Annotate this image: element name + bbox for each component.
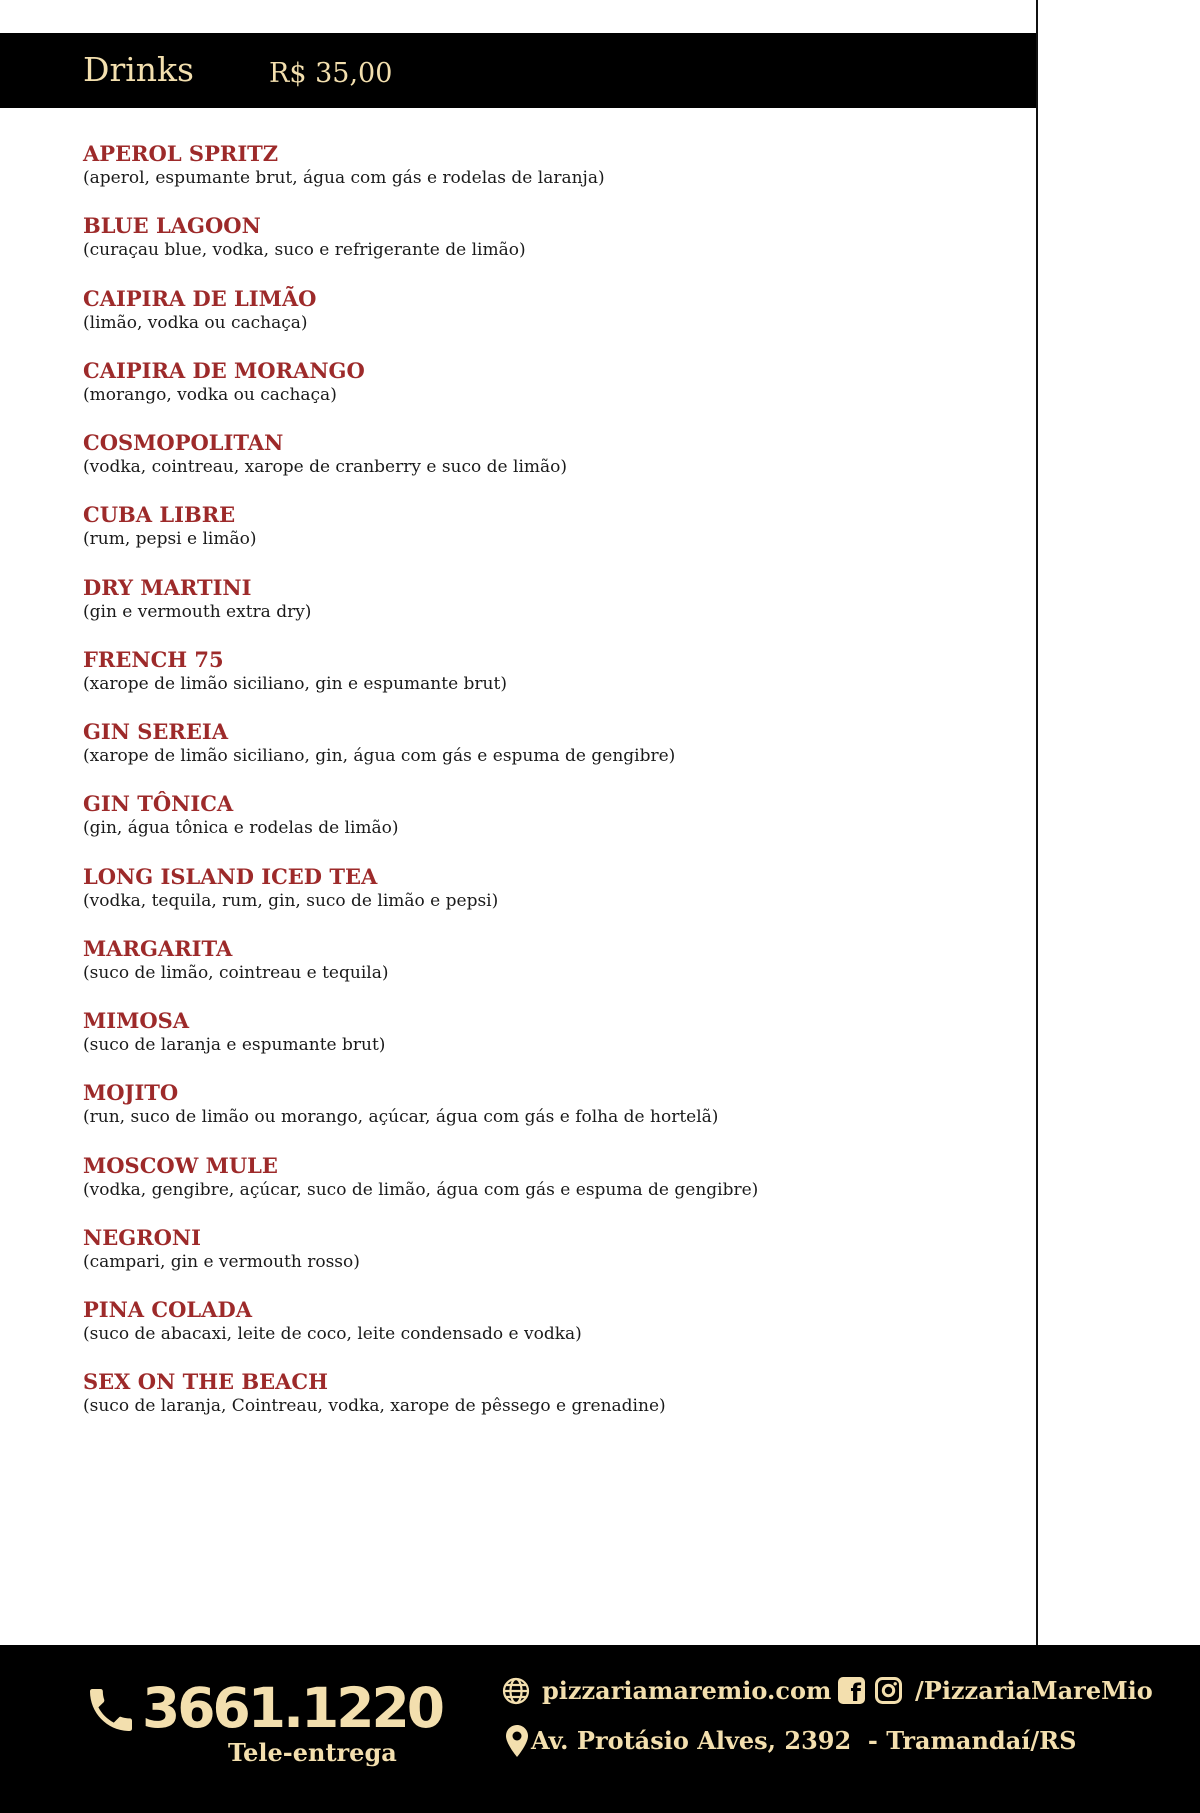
drink-ingredients: (suco de limão, cointreau e tequila) <box>83 962 389 983</box>
drink-name: CAIPIRA DE LIMÃO <box>83 285 317 311</box>
menu-item <box>83 1153 983 1225</box>
menu-item <box>83 358 983 430</box>
drink-ingredients: (vodka, cointreau, xarope de cranberry e suco de limão) <box>83 457 568 477</box>
phone-number[interactable]: 3661.1220 <box>142 1676 443 1740</box>
menu-item <box>83 286 983 358</box>
menu-item <box>83 1008 983 1080</box>
delivery-label: Tele-entrega <box>228 1738 397 1767</box>
drink-name: CAIPIRA DE MORANGO <box>83 357 365 383</box>
menu-item <box>83 936 983 1008</box>
drink-name: MARGARITA <box>83 935 233 961</box>
address: Av. Protásio Alves, 2392 - Tramandaí/RS <box>531 1726 1077 1755</box>
social-handle[interactable]: /PizzariaMareMio <box>915 1676 1153 1705</box>
drink-ingredients: (curaçau blue, vodka, suco e refrigerante de limão) <box>83 240 526 261</box>
drinks-list <box>83 141 983 1442</box>
menu-item <box>83 502 983 574</box>
globe-icon <box>502 1677 530 1705</box>
drink-ingredients: (gin e vermouth extra dry) <box>83 601 312 622</box>
drink-ingredients: (morango, vodka ou cachaça) <box>83 384 337 405</box>
menu-item <box>83 1080 983 1152</box>
section-title: Drinks <box>83 50 194 89</box>
menu-item <box>83 430 983 502</box>
menu-item <box>83 213 983 285</box>
drink-name: NEGRONI <box>83 1224 201 1250</box>
drink-name: CUBA LIBRE <box>83 502 236 528</box>
drink-name: GIN TÔNICA <box>83 791 234 817</box>
menu-item <box>83 1369 983 1441</box>
drink-name: BLUE LAGOON <box>83 213 261 239</box>
website-link[interactable]: pizzariamaremio.com <box>542 1676 832 1705</box>
menu-item <box>83 1297 983 1369</box>
drink-name: MIMOSA <box>83 1008 190 1033</box>
menu-item <box>83 141 983 213</box>
drink-name: APEROL SPRITZ <box>83 141 279 166</box>
drink-name: LONG ISLAND ICED TEA <box>83 863 378 889</box>
drink-name: FRENCH 75 <box>83 646 224 672</box>
section-price: R$ 35,00 <box>269 58 393 89</box>
drink-ingredients: (campari, gin e vermouth rosso) <box>83 1251 360 1272</box>
drink-ingredients: (suco de laranja, Cointreau, vodka, xarope de pêssego e grenadine) <box>83 1396 666 1417</box>
page-edge-rule <box>1036 0 1038 1645</box>
drink-name: DRY MARTINI <box>83 574 252 600</box>
menu-item <box>83 719 983 791</box>
drink-ingredients: (suco de abacaxi, leite de coco, leite condensado e vodka) <box>83 1324 582 1344</box>
drink-ingredients: (vodka, gengibre, açúcar, suco de limão, água com gás e espuma de gengibre) <box>83 1179 759 1200</box>
drink-ingredients: (vodka, tequila, rum, gin, suco de limão e pepsi) <box>83 890 499 911</box>
drink-name: MOJITO <box>83 1080 179 1106</box>
menu-item <box>83 575 983 647</box>
drink-name: GIN SEREIA <box>83 719 229 744</box>
drink-ingredients: (run, suco de limão ou morango, açúcar, água com gás e folha de hortelã) <box>83 1107 719 1128</box>
menu-item <box>83 791 983 863</box>
drink-ingredients: (limão, vodka ou cachaça) <box>83 312 308 333</box>
facebook-icon[interactable]: f <box>838 1677 865 1704</box>
drink-ingredients: (rum, pepsi e limão) <box>83 529 257 550</box>
menu-item <box>83 647 983 719</box>
drink-ingredients: (xarope de limão siciliano, gin, água com gás e espuma de gengibre) <box>83 746 676 766</box>
drink-name: MOSCOW MULE <box>83 1152 278 1178</box>
instagram-icon[interactable] <box>875 1677 902 1704</box>
menu-item <box>83 864 983 936</box>
drink-ingredients: (gin, água tônica e rodelas de limão) <box>83 818 399 839</box>
drink-ingredients: (suco de laranja e espumante brut) <box>83 1035 386 1055</box>
drink-name: COSMOPOLITAN <box>83 430 284 455</box>
drink-name: SEX ON THE BEACH <box>83 1369 328 1395</box>
phone-icon <box>83 1682 139 1738</box>
drink-name: PINA COLADA <box>83 1297 252 1322</box>
menu-item <box>83 1225 983 1297</box>
drink-ingredients: (aperol, espumante brut, água com gás e rodelas de laranja) <box>83 168 605 188</box>
drink-ingredients: (xarope de limão siciliano, gin e espumante brut) <box>83 673 507 694</box>
location-pin-icon <box>505 1724 529 1758</box>
